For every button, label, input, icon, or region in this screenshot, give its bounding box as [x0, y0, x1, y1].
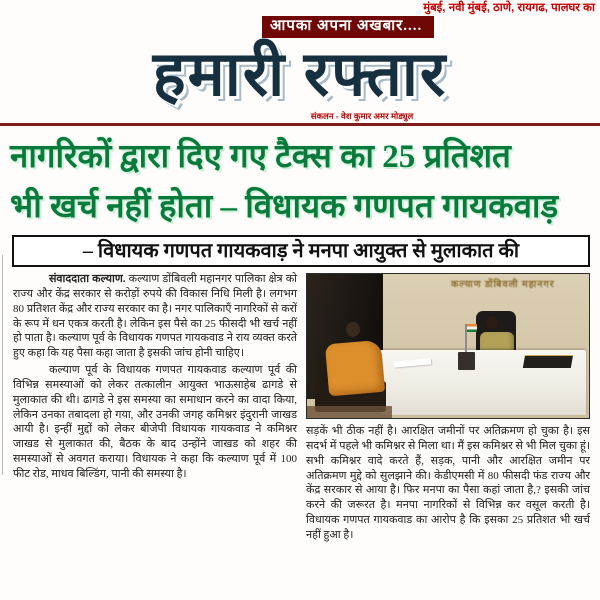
wall-sign-text: कल्याण डोंबिवली महानगर: [451, 280, 555, 290]
headline-line-1: नागरिकों द्वारा दिए गए टैक्स का 25 प्रतिशत: [10, 139, 511, 175]
desk-nameplate: [523, 355, 573, 368]
mla-figure: [325, 339, 386, 396]
dateline: संवाददाता कल्याण.: [49, 273, 126, 285]
article-paragraph-1: [13, 272, 297, 361]
region-line: मुंबई, नवी मुंबई, ठाणे, रायगढ, पालघर का: [423, 2, 595, 14]
newspaper-title: हमारी रफ्तार: [152, 41, 448, 109]
headline-line-2: भी खर्च नहीं होता – विधायक गणपत गायकवाड़: [10, 189, 559, 225]
left-column: [13, 272, 297, 545]
india-flag-icon: [467, 324, 477, 332]
article-body: [0, 267, 600, 545]
photo-floor: [307, 406, 392, 418]
main-headline: [0, 126, 600, 232]
desk-stand: [458, 352, 475, 371]
article-paragraph-2: कल्याण पूर्व के विधायक गणपत गायकवाड कल्याण पूर्व की विभिन्न समस्याओं को लेकर तत्कालीन आयुक्त भाऊसाहेब ढागडे से मुलाकात की थी। ढागडे ने इस समस्या का समाधान करने का वादा किया, लेकिन उनका तबादला हो गया, और उनकी जगह कमिश्नर इंदुरानी जाखड आयी है। इन्हीं मुद्दों को लेकर बीजेपी विधायक गायकवाड ने कमिश्नर जाखड से मुलाकात की, बैठक के बाद उन्होंने जाखड को शहर की समस्याओं से अवगत कराया। विधायक ने कहा कि कल्याण पूर्व में 100 फीट रोड, माधव बिल्डिंग, पानी की समस्या है।: [13, 364, 297, 480]
editor-line: संकलन - वेश कुमार अमर मोड्युल: [310, 111, 414, 121]
mla-head: [346, 322, 360, 337]
sub-headline-box: – विधायक गणपत गायकवाड़ ने मनपा आयुक्त से मुलाकात की: [12, 235, 590, 267]
tagline-box: आपका अपना अखबार....: [262, 16, 434, 38]
meeting-photo: [306, 273, 590, 419]
page-edge-line: [2, 255, 3, 475]
right-column: [306, 272, 590, 545]
paragraph-1-text: कल्याण डोंबिवली महानगर पालिका क्षेत्र को राज्य और केंद्र सरकार से करोड़ों रुपये की विकास निधि मिली है। लगभग 80 प्रतिशत केंद्र और राज्य सरकार का है। नगर पालिकाएँ नागरिकों से करों के रूप में धन एकत्र करती है। लेकिन इस पैसे का 25 फीसदी भी खर्च नहीं हो पाता है। कल्याण पूर्व के विधायक गणपत गायकवाड ने राय व्यक्त करते हुए कहा कि यह पैसा कहा जाता है इसकी जांच होनी चाहिए।: [13, 273, 298, 360]
article-paragraph-3: सड़कें भी ठीक नहीं है। आरक्षित जमीनों पर अतिक्रमण हो चुका है। इस सदर्भ में पहले भी कमिश्नर से मिला था। मैं इस कमिश्नर से भी मिल चुका हूं। सभी कमिश्नर वादे करते हैं, सड़क, पानी और आरक्षित जमीन पर अतिक्रमण मुद्दे को सुलझाने की। केडीएमसी में 80 फीसदी फंड राज्य और केंद्र सरकार से आया है। फिर मनपा का पैसा कहां जाता है,? इसकी जांच करने की जरूरत है। मनपा नागरिकों से विभिन्न कर वसूल करती है। विधायक गणपत गायकवाड का आरोप है कि इसका 25 प्रतिशत भी खर्च नहीं हुआ है।: [306, 425, 590, 541]
commissioner-head: [486, 316, 498, 329]
